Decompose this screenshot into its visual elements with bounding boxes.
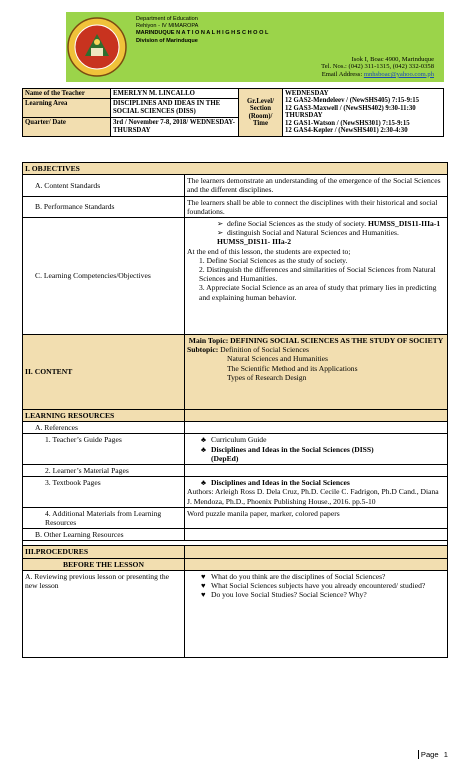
subtopic-label: Subtopic: bbox=[187, 345, 219, 355]
area-label: Learning Area bbox=[23, 99, 111, 118]
objective-item: 3. Appreciate Social Science as an area of study that primary lies in predicting and explaining human behavior. bbox=[199, 283, 437, 302]
schedule-line: 12 GAS3-Maxwell / (NewSHS402) 9:30-11:30 bbox=[285, 104, 416, 112]
competencies-cell bbox=[185, 218, 448, 335]
school-seal-icon bbox=[67, 14, 127, 80]
subtopic-item: Natural Sciences and Humanities bbox=[227, 354, 329, 364]
arrow-bullet-icon: ➢ bbox=[217, 219, 224, 229]
quarter-label: Quarter/ Date bbox=[23, 118, 111, 137]
competencies-label: C. Learning Competencies/Objectives bbox=[23, 218, 185, 335]
page-label: Page bbox=[420, 750, 439, 759]
lesson-info-table bbox=[22, 88, 444, 137]
objective-item: 1. Define Social Sciences as the study of society. bbox=[199, 255, 348, 265]
subtopic-item: Types of Research Design bbox=[227, 372, 307, 382]
school-address bbox=[321, 56, 434, 78]
objective-item: 2. Distinguish the differences and similarities of Social Sciences from Natural Sciences and Humanities. bbox=[199, 265, 436, 284]
heart-bullet-icon: ♥ bbox=[201, 571, 206, 581]
phone-line: Tel. Nos.: (042) 311-1315, (042) 332-0358 bbox=[321, 63, 434, 71]
content-cell bbox=[185, 335, 448, 410]
club-bullet-icon: ♣ bbox=[201, 478, 206, 488]
region-line: Rehiyon - IV MIMAROPA bbox=[136, 23, 199, 29]
club-bullet-icon: ♣ bbox=[201, 444, 206, 454]
teacher-label: Name of the Teacher bbox=[23, 89, 111, 99]
subtopic-item: Definition of Social Sciences bbox=[220, 345, 309, 355]
question-item: What Social Sciences subjects have you already encountered/ studied? bbox=[211, 581, 426, 591]
teachers-guide-cell bbox=[185, 434, 448, 465]
competency-intro: At the end of this lesson, the students are expected to; bbox=[187, 246, 351, 256]
learning-area: DISCIPLINES AND IDEAS IN THE SOCIAL SCIENCES (DISS) bbox=[111, 99, 239, 118]
heart-bullet-icon: ♥ bbox=[201, 590, 206, 600]
page-footer bbox=[418, 750, 448, 759]
club-bullet-icon: ♣ bbox=[201, 435, 206, 445]
teachers-guide-label: 1. Teacher’s Guide Pages bbox=[23, 434, 185, 465]
school-name: MARINDUQUE N A T I O N A L H I G H S C H O O L bbox=[136, 30, 269, 36]
subtopic-item: The Scientific Method and its Applications bbox=[227, 363, 358, 373]
guide-note: (DepEd) bbox=[211, 453, 239, 463]
arrow-bullet-icon: ➢ bbox=[217, 228, 224, 238]
content-standards-label: A. Content Standards bbox=[23, 175, 185, 196]
heart-bullet-icon: ♥ bbox=[201, 581, 206, 591]
content-standards-text: The learners demonstrate an understanding of the emergence of the Social Sciences and the different disciplines. bbox=[185, 175, 448, 196]
procedures-heading: III.PROCEDURES bbox=[23, 546, 185, 558]
schedule-line: 12 GAS2-Mendeleev / (NewSHS405) 7:15-9:15 bbox=[285, 97, 420, 105]
grade-section-label: Gr.Level/ Section (Room)/ Time bbox=[239, 89, 283, 137]
schedule-line: 12 GAS1-Watson / (NewSHS301) 7:15-9:15 bbox=[285, 119, 410, 127]
reviewing-lesson-label: A. Reviewing previous lesson or presenting the new lesson bbox=[23, 570, 185, 657]
textbook-title: Disciplines and Ideas in the Social Sciences bbox=[211, 478, 350, 488]
question-item: Do you love Social Studies? Social Science? Why? bbox=[211, 590, 367, 600]
before-lesson-heading: BEFORE THE LESSON bbox=[23, 558, 185, 570]
quarter-date: 3rd / November 7-8, 2018/ WEDNESDAY-THURSDAY bbox=[111, 118, 239, 137]
competency-item: define Social Sciences as the study of society. bbox=[227, 219, 367, 229]
lesson-plan-table bbox=[22, 162, 448, 658]
department-line: Department of Education bbox=[136, 16, 198, 22]
other-resources-label: B. Other Learning Resources bbox=[23, 529, 185, 541]
schedule-line: THURSDAY bbox=[285, 112, 323, 120]
learning-resources-heading: LEARNING RESOURCES bbox=[23, 410, 185, 422]
textbook-cell bbox=[185, 477, 448, 508]
competency-item: distinguish Social and Natural Sciences and Humanities. bbox=[227, 228, 399, 238]
content-label: II. CONTENT bbox=[23, 335, 185, 410]
textbook-authors: Authors: Arleigh Ross D. Dela Cruz, Ph.D. Cecile C. Fadrigon, Ph.D Cand., Diana J. Mendoza, Ph.D., Phoenix Publishing House., 2016. pp.5-10 bbox=[187, 487, 439, 506]
guide-item: Disciplines and Ideas in the Social Sciences (DISS) bbox=[211, 444, 374, 454]
reviewing-lesson-cell bbox=[185, 570, 448, 657]
learners-material-label: 2. Learner’s Material Pages bbox=[23, 465, 185, 477]
additional-materials-label: 4. Additional Materials from Learning Resources bbox=[23, 507, 185, 528]
performance-standards-text: The learners shall be able to connect the disciplines with their historical and social foundations. bbox=[185, 196, 448, 217]
competency-code: HUMSS_DIS11-IIIa-1 bbox=[368, 219, 441, 229]
question-item: What do you think are the disciplines of Social Sciences? bbox=[211, 571, 386, 581]
teacher-name: EMERLYN M. LINCALLO bbox=[111, 89, 239, 99]
division-line: Division of Marinduque bbox=[136, 38, 198, 44]
competency-code: HUMSS_DIS11- IIIa-2 bbox=[217, 237, 292, 247]
email-link[interactable]: mnhsboac@yahoo.com.ph bbox=[363, 70, 434, 78]
main-topic: Main Topic: DEFINING SOCIAL SCIENCES AS THE STUDY OF SOCIETY bbox=[188, 336, 444, 346]
address-line: Isok I, Boac 4900, Marinduque bbox=[351, 56, 434, 63]
email-line bbox=[321, 71, 434, 78]
schedule-line: 12 GAS4-Kepler / (NewSHS401) 2:30-4:30 bbox=[285, 127, 408, 135]
performance-standards-label: B. Performance Standards bbox=[23, 196, 185, 217]
objectives-heading: I. OBJECTIVES bbox=[23, 163, 448, 175]
guide-item: Curriculum Guide bbox=[211, 435, 267, 445]
email-label: Email Address: bbox=[321, 70, 364, 78]
schedule bbox=[283, 89, 444, 137]
references-label: A. References bbox=[23, 422, 185, 434]
schedule-line: WEDNESDAY bbox=[285, 90, 329, 97]
textbook-label: 3. Textbook Pages bbox=[23, 477, 185, 508]
additional-materials-text: Word puzzle manila paper, marker, colored papers bbox=[185, 507, 448, 528]
page-number: 1 bbox=[443, 750, 448, 759]
